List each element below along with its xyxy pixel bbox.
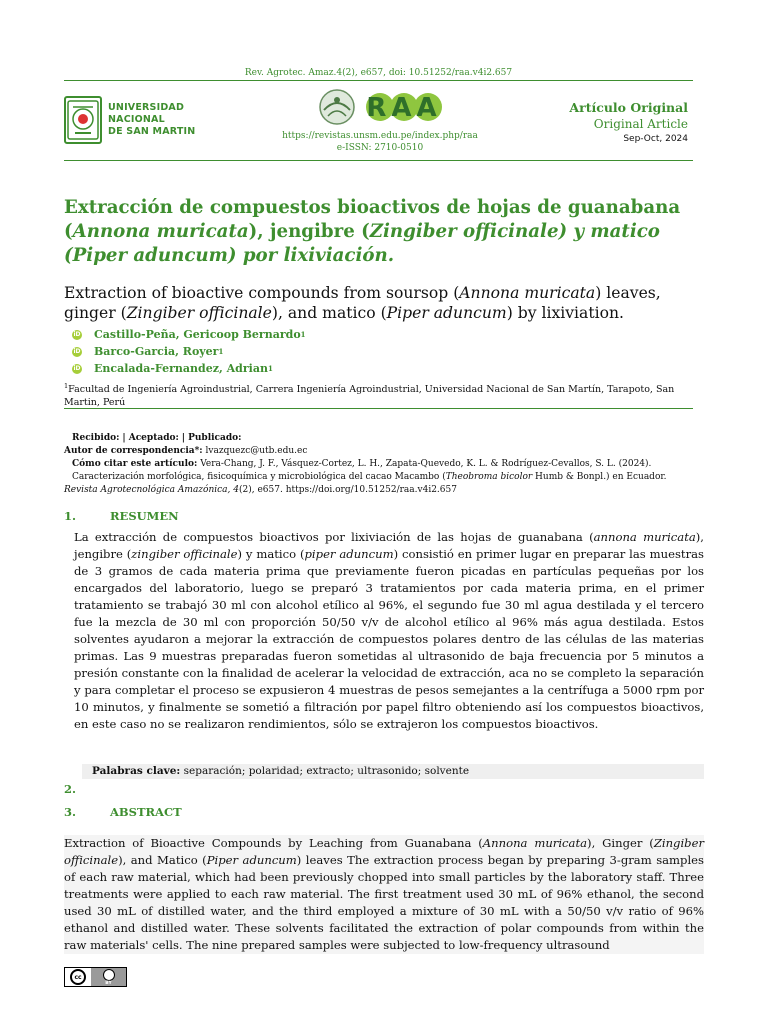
citation: Cómo citar este artículo: Vera-Chang, J. F., Vásquez-Cortez, L. H., Zapata-Quevedo, K. L. & Rodríguez-Cevallos, S. L. (2024). — [72, 459, 652, 469]
university-name-line1: UNIVERSIDAD NACIONAL — [108, 102, 185, 125]
author-name: Encalada-Fernandez, Adrian — [94, 362, 268, 375]
header-bottom-rule — [64, 160, 693, 161]
citation-doi-link[interactable]: (2), e657. https://doi.org/10.51252/raa.v4i2.657 — [239, 485, 457, 495]
title-spanish: Extracción de compuestos bioactivos de hojas de guanabana (Annona muricata), jengibre (Zingiber officinale) y matico (Piper aduncum) por lixiviación. — [64, 197, 681, 266]
orcid-icon[interactable]: iD — [73, 331, 81, 338]
corresponding-author: Autor de correspondencia*: lvazquezc@utb.edu.ec — [64, 446, 308, 456]
keywords: Palabras clave: separación; polaridad; extracto; ultrasonido; solvente — [82, 764, 704, 779]
corresponding-email[interactable]: lvazquezc@utb.edu.ec — [205, 446, 308, 456]
article-type-block — [569, 100, 688, 144]
author-item[interactable]: iD Castillo-Peña, Gericoop Bernardo 1 — [73, 328, 306, 341]
journal-url-link[interactable]: https://revistas.unsm.edu.pe/index.php/raa — [282, 131, 478, 141]
university-seal-icon — [64, 96, 102, 144]
attribution-icon — [103, 969, 115, 981]
title-english: Extraction of bioactive compounds from soursop (Annona muricata) leaves, ginger (Zingiber officinale), and matico (Piper aduncum) by lixiviation. — [64, 284, 661, 322]
by-label: BY — [105, 980, 112, 986]
section-heading-empty: 2. — [64, 782, 77, 796]
article-metadata: Recibido: | Aceptado: | Publicado: Autor de correspondencia*: lvazquezc@utb.edu.ec Cómo citar este artículo: Vera-Chang, J. F., Vásquez-Cortez, L. H., Zapata-Quevedo, K. L. & Rodríguez-Cevallos, S. L. (2024). Caracterización morfológica, fisicoquímica y microbiológica del cacao Macambo (Theobroma bicolor Humb & Bonpl.) en Ecuador. Revista Agrotecnológica Amazónica, 4(2), e657. https://doi.org/10.51252/raa.v4i2.657 — [64, 432, 694, 497]
author-item[interactable]: iD Barco-Garcia, Royer 1 — [73, 345, 224, 358]
abstract-paragraph: Extraction of Bioactive Compounds by Leaching from Guanabana (Annona muricata), Ginger (Zingiber officinale), and Matico (Piper aduncum) leaves The extraction process began by preparing 3-gram samples of each raw material, which had been previously chopped into small particles by the laboratory staff. Three treatments were applied to each raw material. The first treatment used 30 mL of 96% ethanol, the second used 30 mL of distilled water, and the third employed a mixture of 30 mL with a 50/50 v/v ratio of 96% ethanol and distilled water. These solvents facilitated the extraction of polar compounds from within the raw materials' cells. The nine prepared samples were subjected to low-frequency ultrasound — [64, 836, 704, 952]
cc-by-license-badge[interactable] — [64, 967, 127, 987]
author-list — [72, 326, 306, 377]
author-name: Castillo-Peña, Gericoop Bernardo — [94, 328, 301, 341]
section-heading-resumen: 1. RESUMEN — [64, 509, 179, 523]
university-name-line2: DE SAN MARTIN — [108, 126, 196, 137]
journal-eissn: e-ISSN: 2710-0510 — [336, 143, 424, 153]
header-top-rule — [64, 80, 693, 81]
issue-date: Sep-Oct, 2024 — [623, 134, 688, 144]
journal-logo — [318, 86, 442, 128]
author-name: Barco-Garcia, Royer — [94, 345, 219, 358]
dates-line: Recibido: | Aceptado: | Publicado: — [72, 433, 242, 443]
cc-icon: cc — [70, 969, 86, 985]
author-item[interactable]: iD Encalada-Fernandez, Adrian 1 — [73, 362, 273, 375]
orcid-icon[interactable]: iD — [73, 365, 81, 372]
section-heading-abstract: 3. ABSTRACT — [64, 805, 182, 819]
running-head: Rev. Agrotec. Amaz.4(2), e657, doi: 10.51252/raa.v4i2.657 — [244, 68, 513, 78]
resumen-paragraph: La extracción de compuestos bioactivos por lixiviación de las hojas de guanabana (annona muricata), jengibre (zingiber officinale) y matico (piper aduncum) consistió en primer lugar en preparar las muestras de 3 gramos de cada materia prima que previamente fueron picadas en partículas pequeñas por los encargados del laboratorio, luego se preparó 3 tratamientos por cada materia prima, en el primer tratamiento se trabajó 30 ml con alcohol etílico al 96%, el segundo fue 30 ml agua destilada y el tercero fue la mezcla de 30 ml con proporción 50/50 v/v de alcohol etílico al 96% más agua destilada. Estos solventes ayudaron a mejorar la extracción de compuestos polares dentro de las células de las materias primas. Las 9 muestras preparadas fueron sometidas al ultrasonido de baja frecuencia por 5 minutos a presión constante con la finalidad de acelerar la velocidad de extracción, aca no se completo la separación y para completar el proceso se expusieron 4 muestras de pesos semejantes a la centrífuga a 5000 rpm por 10 minutos, y finalmente se sometió a filtración por papel filtro obteniendo así los compuestos bioactivos, en este caso no se realizaron rendimientos, sólo se extrajeron los compuestos bioactivos. — [74, 530, 704, 731]
affiliation: $^1$Facultad de Ingeniería Agroindustrial, Carrera Ingeniería Agroindustrial, Universidad Nacional de San Martín, Tarapoto, San Martin, Perú — [64, 382, 675, 409]
article-type-es: Artículo Original — [569, 100, 688, 115]
journal-logo-text: RAA — [366, 93, 442, 123]
affiliation-rule — [64, 408, 693, 409]
university-logo — [64, 96, 206, 144]
article-type-en: Original Article — [593, 117, 688, 131]
orcid-icon[interactable]: iD — [73, 348, 81, 355]
